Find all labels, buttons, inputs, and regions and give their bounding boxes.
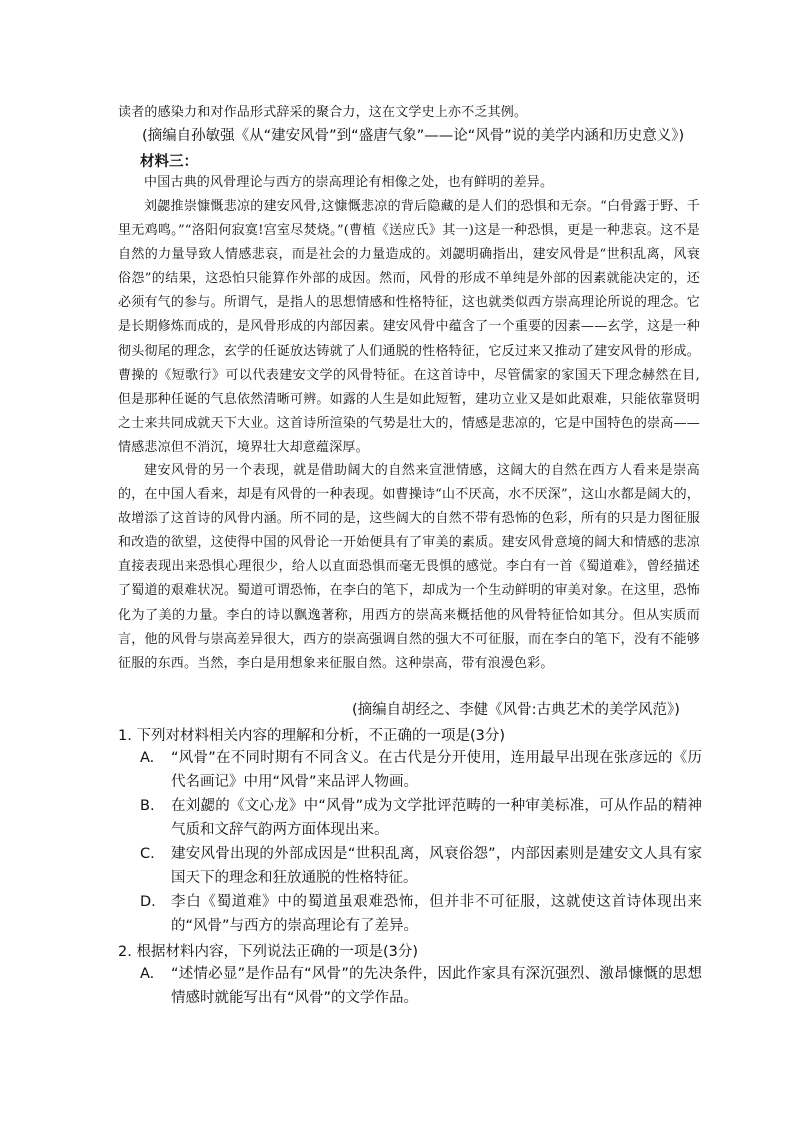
option-text: 建安风骨出现的外部成因是“世积乱离，风衰俗怨”，内部因素则是建安文人具有家国天下的理念和狂放通脱的性格特征。 xyxy=(171,846,702,886)
material-3-paragraph-3: 建安风骨的另一个表现，就是借助阔大的自然来宣泄情感，这阔大的自然在西方人看来是崇高的，在中国人看来，却是有风骨的一种表现。如曹操诗“山不厌高，水不厌深”，这山水都是阔大的，故增添了这首诗的风骨内涵。所不同的是，这些阔大的自然不带有恐怖的色彩，所有的只是力图征服和改造的欲望，这使得中国的风骨论一开始便具有了审美的素质。建安风骨意境的阔大和情感的悲凉直接表现出来恐惧心理很少，给人以直面恐惧而毫无畏惧的感觉。李白有一首《蜀道难》，曾经描述了蜀道的艰难状况。蜀道可谓恐怖，在李白的笔下，却成为一个生动鲜明的审美对象。在这里，恐怖化为了美的力量。李白的诗以飘逸著称，用西方的崇高来概括他的风骨特征恰如其分。但从实质而言，他的风骨与崇高差异很大，西方的崇高强调自然的强大不可征服，而在李白的笔下，没有不能够征服的东西。当然，李白是用想象来征服自然。这种崇高，带有浪漫色彩。 xyxy=(118,463,700,671)
source-citation-2: (摘编自胡经之、李健《风骨:古典艺术的美学风范》) xyxy=(352,702,680,718)
option-text: 李白《蜀道难》中的蜀道虽艰难恐怖，但并非不可征服，这就使这首诗体现出来的“风骨”与西方的崇高理论有了差异。 xyxy=(171,894,702,934)
question-1-option-d[interactable] xyxy=(140,890,702,938)
question-2-stem: 2. 根据材料内容，下列说法正确的一项是(3分) xyxy=(118,944,418,960)
option-letter: D. xyxy=(140,894,156,910)
question-1-option-c[interactable] xyxy=(140,842,702,890)
option-letter: A. xyxy=(140,750,155,766)
option-text: “述情必显”是作品有“风骨”的先决条件，因此作家具有深沉强烈、激昂慷慨的思想情感时就能写出有“风骨”的文学作品。 xyxy=(171,966,702,1006)
option-text: 在刘勰的《文心龙》中“风骨”成为文学批评范畴的一种审美标准，可从作品的精神气质和文辞气韵两方面体现出来。 xyxy=(171,798,702,838)
top-paragraph: 读者的感染力和对作品形式辞采的聚合力，这在文学史上亦不乏其例。 xyxy=(118,105,528,120)
question-1-stem: 1. 下列对材料相关内容的理解和分析，不正确的一项是(3分) xyxy=(118,728,505,744)
material-3-heading: 材料三： xyxy=(140,154,198,170)
option-text: “风骨”在不同时期有不同含义。在古代是分开使用，连用最早出现在张彦远的《历代名画记》中用“风骨”来品评人物画。 xyxy=(171,750,702,790)
material-3-paragraph-2: 刘勰推崇慷慨悲凉的建安风骨,这慷慨悲凉的背后隐藏的是人们的恐惧和无奈。“白骨露于野、千里无鸡鸣。”“洛阳何寂寞!宫室尽焚烧。”(曹植《送应氏》其一)这是一种恐惧，更是一种悲哀。这不是自然的力量导致人情感悲哀，而是社会的力量造成的。刘勰明确指出，建安风骨是“世积乱离，风衰俗怨”的结果，这恐怕只能算作外部的成因。然而，风骨的形成不单纯是外部的因素就能决定的，还必须有气的参与。所谓气，是指人的思想情感和性格特征，这也就类似西方崇高理论所说的理念。它是长期修炼而成的，是风骨形成的内部因素。建安风骨中蕴含了一个重要的因素——玄学，这是一种彻头彻尾的理念，玄学的任诞放达铸就了人们通脱的性格特征，它反过来又推动了建安风骨的形成。曹操的《短歌行》可以代表建安文学的风骨特征。在这首诗中，尽管儒家的家国天下理念赫然在目,但是那种任诞的气息依然清晰可辨。如露的人生是如此短暂，建功立业又是如此艰难，只能依靠贤明之士来共同成就天下大业。这首诗所渲染的气势是壮大的，情感是悲凉的，它是中国特色的崇高——情感悲凉但不消沉，境界壮大却意蕴深厚。 xyxy=(118,199,700,455)
source-citation-1: (摘编自孙敏强《从“建安风骨”到“盛唐气象”——论“风骨”说的美学内涵和历史意义》) xyxy=(142,128,685,144)
question-2-option-a[interactable] xyxy=(140,962,702,1010)
question-1-option-b[interactable] xyxy=(140,794,702,842)
option-letter: C. xyxy=(140,846,155,862)
option-letter: B. xyxy=(140,798,155,814)
option-letter: A. xyxy=(140,966,155,982)
material-3-paragraph-1: 中国古典的风骨理论与西方的崇高理论有相像之处，也有鲜明的差异。 xyxy=(144,175,554,190)
question-1-option-a[interactable] xyxy=(140,746,702,794)
